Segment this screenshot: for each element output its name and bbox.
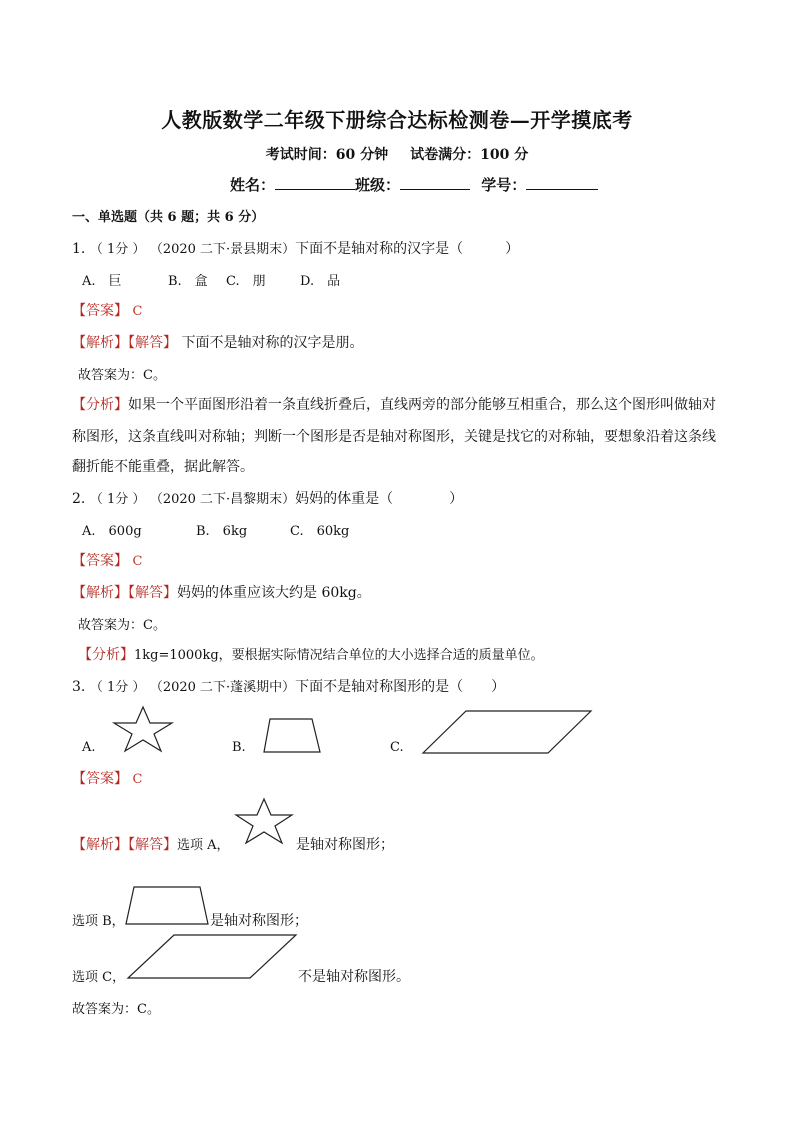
q1-score: （ 1分 ） bbox=[89, 242, 146, 257]
q1-option-b: B. 盒 bbox=[168, 274, 208, 289]
q2-score: （ 1分 ） bbox=[89, 492, 146, 507]
analysis-label: 【解析】【解答】 bbox=[72, 585, 177, 601]
q2-fenxi-line bbox=[78, 644, 544, 664]
q2-stem-line bbox=[72, 488, 463, 508]
q1-explain-line bbox=[72, 332, 363, 352]
star-icon bbox=[234, 798, 294, 844]
q2-answer-line bbox=[72, 550, 142, 570]
q3-stem: 下面不是轴对称图形的是（ ） bbox=[295, 679, 506, 695]
q3-option-a-label: A. bbox=[82, 740, 96, 755]
q1-option-a: A. 巨 bbox=[82, 274, 122, 289]
q1-fenxi-line2: 称图形，这条直线叫对称轴；判断一个图形是否是轴对称图形，关键是找它的对称轴，要想象沿着这条线 bbox=[72, 429, 716, 445]
q2-explain: 妈妈的体重应该大约是 60kg。 bbox=[177, 585, 371, 601]
parallelogram-icon bbox=[126, 934, 298, 980]
q3-option-c-label: C. bbox=[390, 740, 404, 755]
star-icon bbox=[112, 706, 174, 752]
q3-explain-a-suffix: 是轴对称图形； bbox=[296, 837, 394, 853]
q3-explain-c-suffix: 不是轴对称图形。 bbox=[298, 969, 410, 985]
q1-explain: 下面不是轴对称的汉字是朋。 bbox=[181, 335, 364, 351]
page-title: 人教版数学二年级下册综合达标检测卷—开学摸底考 bbox=[161, 108, 633, 132]
q3-explain-c-prefix: 选项 C， bbox=[72, 970, 126, 985]
q3-source: （2020 二下·蓬溪期中） bbox=[149, 680, 296, 695]
q2-option-c: C. 60kg bbox=[290, 524, 350, 539]
q2-stem: 妈妈的体重是（ ） bbox=[295, 491, 464, 507]
q2-result: 故答案为：C。 bbox=[78, 618, 166, 633]
q2-number: 2. bbox=[72, 491, 86, 507]
q3-answer-line bbox=[72, 768, 142, 788]
parallelogram-icon bbox=[422, 710, 592, 754]
class-blank[interactable] bbox=[400, 174, 470, 190]
q3-score: （ 1分 ） bbox=[89, 680, 146, 695]
q1-number: 1. bbox=[72, 241, 86, 257]
name-blank[interactable] bbox=[275, 174, 355, 190]
section-title: 一、单选题（共 6 题；共 6 分） bbox=[72, 210, 265, 225]
answer-label: 【答案】 bbox=[72, 771, 128, 787]
q3-number: 3. bbox=[72, 679, 86, 695]
q1-fenxi-text1: 如果一个平面图形沿着一条直线折叠后，直线两旁的部分能够互相重合，那么这个图形叫做轴对 bbox=[128, 397, 716, 413]
name-label: 姓名： bbox=[230, 176, 276, 194]
q2-option-a: A. 600g bbox=[82, 524, 142, 539]
q1-source: （2020 二下·景县期末） bbox=[149, 242, 296, 257]
trapezoid-icon bbox=[124, 886, 210, 926]
full-score: 试卷满分：100 分 bbox=[410, 147, 529, 163]
q3-option-b-label: B. bbox=[232, 740, 246, 755]
q1-answer-line bbox=[72, 300, 142, 320]
fenxi-label: 【分析】 bbox=[72, 397, 128, 413]
q2-source: （2020 二下·昌黎期末） bbox=[149, 492, 296, 507]
q1-option-d: D. 品 bbox=[300, 274, 341, 289]
q3-explain-b-suffix: 是轴对称图形； bbox=[210, 913, 308, 929]
q3-explain-a-line bbox=[72, 834, 230, 854]
q3-result: 故答案为：C。 bbox=[72, 1002, 160, 1017]
analysis-label: 【解析】【解答】 bbox=[72, 837, 177, 853]
analysis-label: 【解析】【解答】 bbox=[72, 335, 177, 351]
q1-fenxi-line3: 翻折能不能重叠，据此解答。 bbox=[72, 459, 254, 475]
q2-option-b: B. 6kg bbox=[196, 524, 248, 539]
q3-explain-b-prefix: 选项 B， bbox=[72, 914, 125, 929]
id-blank[interactable] bbox=[526, 174, 598, 190]
q2-explain-line bbox=[72, 582, 371, 602]
id-label: 学号： bbox=[481, 176, 527, 194]
answer-label: 【答案】 bbox=[72, 303, 128, 319]
exam-meta bbox=[0, 144, 794, 164]
student-info bbox=[230, 174, 598, 195]
q2-answer: C bbox=[132, 554, 143, 569]
q1-stem: 下面不是轴对称的汉字是（ ） bbox=[295, 241, 520, 257]
q2-fenxi: 1kg=1000kg，要根据实际情况结合单位的大小选择合适的质量单位。 bbox=[134, 648, 544, 663]
q3-explain-a-prefix: 选项 A， bbox=[177, 838, 230, 853]
q3-answer: C bbox=[132, 772, 143, 787]
class-label: 班级： bbox=[355, 176, 401, 194]
q3-stem-line bbox=[72, 676, 505, 696]
q1-fenxi-line1 bbox=[72, 394, 716, 414]
exam-time: 考试时间：60 分钟 bbox=[265, 147, 389, 163]
q1-stem-line bbox=[72, 238, 519, 258]
q1-result: 故答案为：C。 bbox=[78, 368, 166, 383]
trapezoid-icon bbox=[262, 718, 322, 754]
q1-option-c: C. 朋 bbox=[226, 274, 266, 289]
q1-answer: C bbox=[132, 304, 143, 319]
fenxi-label: 【分析】 bbox=[78, 647, 134, 663]
answer-label: 【答案】 bbox=[72, 553, 128, 569]
